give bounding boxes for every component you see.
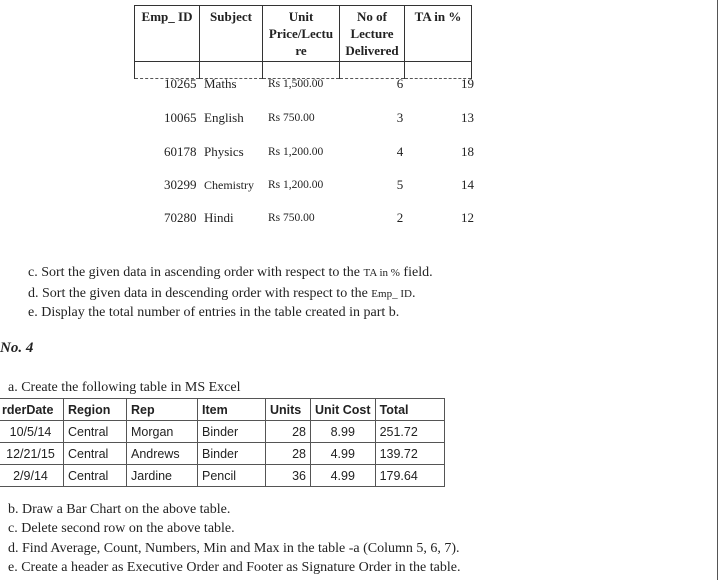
cell-total: 139.72 <box>375 443 444 465</box>
cell-date: 2/9/14 <box>0 465 64 487</box>
header-unit-price: Unit Price/Lectu re <box>263 6 340 62</box>
cell-units: 28 <box>266 443 311 465</box>
table-row <box>0 421 444 443</box>
header-orderdate: rderDate <box>0 399 64 421</box>
cell-subject: Physics <box>204 144 244 159</box>
cell-unit-cost: 8.99 <box>311 421 376 443</box>
header-units: Units <box>266 399 311 421</box>
cell-item: Pencil <box>198 465 266 487</box>
cell-region: Central <box>64 443 127 465</box>
cell-lectures: 3 <box>396 110 404 125</box>
cell-emp-id: 10065 <box>164 110 197 125</box>
cell-rep: Morgan <box>127 421 198 443</box>
cell-units: 36 <box>266 465 311 487</box>
cell-subject: English <box>204 110 244 125</box>
cell-price: Rs 750.00 <box>268 212 315 224</box>
cell-date: 10/5/14 <box>0 421 64 443</box>
section-heading: No. 4 <box>0 340 34 356</box>
orders-table <box>0 398 445 487</box>
cell-price: Rs 750.00 <box>268 112 315 124</box>
header-unit-cost: Unit Cost <box>311 399 376 421</box>
instruction-c2: c. Delete second row on the above table. <box>8 521 235 536</box>
cell-unit-cost: 4.99 <box>311 443 376 465</box>
cell-price: Rs 1,200.00 <box>268 146 324 158</box>
cell-region: Central <box>64 465 127 487</box>
cell-lectures: 5 <box>396 177 404 192</box>
header-subject: Subject <box>200 6 263 62</box>
cell-region: Central <box>64 421 127 443</box>
instruction-b2: b. Draw a Bar Chart on the above table. <box>8 502 231 517</box>
table-header-row <box>0 399 444 421</box>
header-region: Region <box>64 399 127 421</box>
cell-ta: 18 <box>461 144 474 159</box>
cell-item: Binder <box>198 443 266 465</box>
cell-rep: Jardine <box>127 465 198 487</box>
instruction-e: e. Display the total number of entries in the table created in part b. <box>28 305 400 320</box>
cell-subject: Maths <box>204 76 237 91</box>
cell-emp-id: 30299 <box>164 177 197 192</box>
header-rep: Rep <box>127 399 198 421</box>
cell-emp-id: 70280 <box>164 210 197 225</box>
instruction-e2: e. Create a header as Executive Order and Footer as Signature Order in the table. <box>8 560 461 575</box>
cell-lectures: 2 <box>396 210 404 225</box>
cell-item: Binder <box>198 421 266 443</box>
header-lectures: No of Lecture Delivered <box>340 6 405 62</box>
cell-units: 28 <box>266 421 311 443</box>
header-emp-id: Emp_ ID <box>135 6 200 62</box>
cell-total: 251.72 <box>375 421 444 443</box>
cell-emp-id: 10265 <box>164 76 197 91</box>
cell-ta: 12 <box>461 210 474 225</box>
table-row <box>0 443 444 465</box>
table-header-row <box>135 6 472 62</box>
page-border-right <box>717 0 718 580</box>
lecture-table <box>134 5 472 79</box>
cell-emp-id: 60178 <box>164 144 197 159</box>
header-total: Total <box>375 399 444 421</box>
table-row <box>0 465 444 487</box>
cell-price: Rs 1,500.00 <box>268 78 324 90</box>
cell-ta: 13 <box>461 110 474 125</box>
cell-ta: 19 <box>461 76 474 91</box>
header-ta: TA in % <box>405 6 472 62</box>
cell-total: 179.64 <box>375 465 444 487</box>
cell-unit-cost: 4.99 <box>311 465 376 487</box>
instruction-a: a. Create the following table in MS Excel <box>8 380 241 395</box>
cell-subject: Hindi <box>204 210 234 225</box>
cell-ta: 14 <box>461 177 474 192</box>
instruction-d: d. Sort the given data in descending order with respect to the Emp_ ID. <box>28 286 416 301</box>
cell-subject: Chemistry <box>204 178 254 192</box>
cell-price: Rs 1,200.00 <box>268 179 324 191</box>
cell-rep: Andrews <box>127 443 198 465</box>
instruction-c: c. Sort the given data in ascending order with respect to the TA in % field. <box>28 265 433 280</box>
instruction-d2: d. Find Average, Count, Numbers, Min and Max in the table -a (Column 5, 6, 7). <box>8 541 460 556</box>
cell-lectures: 6 <box>396 76 404 91</box>
cell-date: 12/21/15 <box>0 443 64 465</box>
cell-lectures: 4 <box>396 144 404 159</box>
header-item: Item <box>198 399 266 421</box>
